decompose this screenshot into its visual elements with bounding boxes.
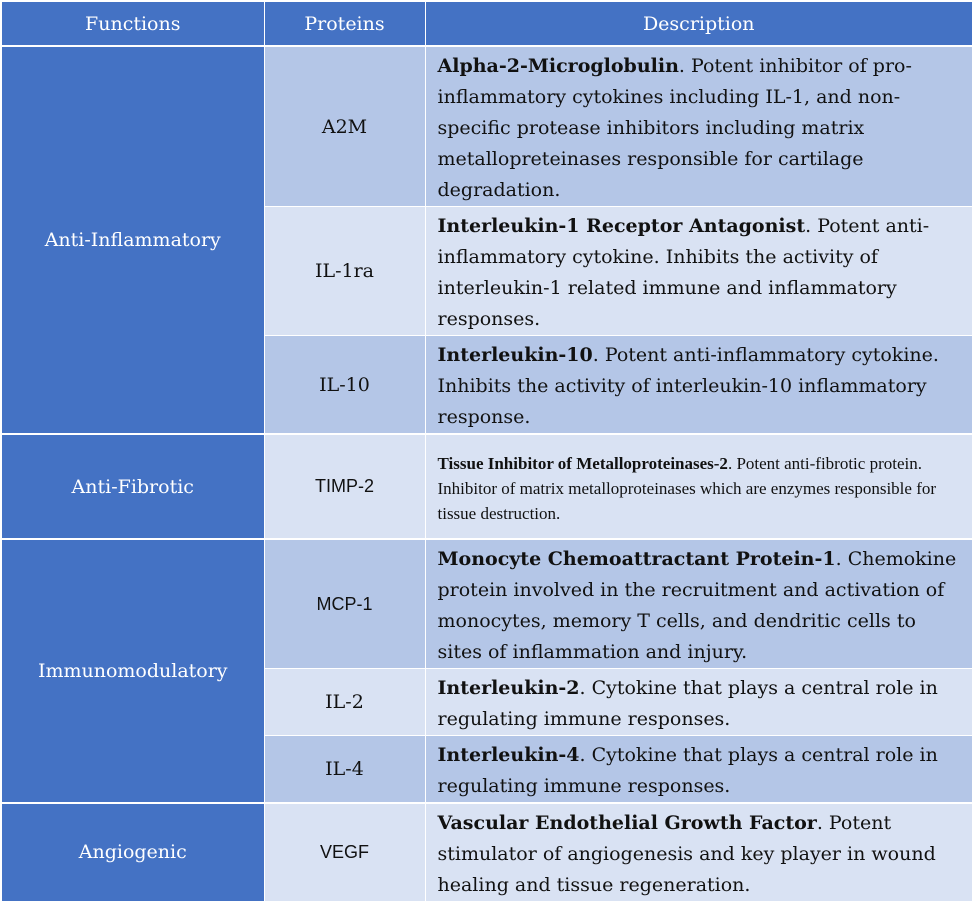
description-cell: [425, 803, 972, 902]
header-row: [2, 2, 972, 46]
table-row-timp2: [2, 434, 972, 539]
protein-description: . Chemokine protein involved in the recruitment and activation of monocytes, memory T cells, and dendritic cells to sites of inflammation and injury.: [437, 548, 957, 663]
protein-functions-table: [2, 2, 972, 903]
protein-name: Interleukin-4: [437, 744, 580, 766]
protein-description: . Potent anti-fibrotic protein. Inhibitor of matrix metalloproteinases which are enzymes responsible for tissue destruction.: [437, 454, 937, 523]
table-row-vegf: [2, 803, 972, 902]
protein-cell: IL-4: [264, 736, 425, 804]
function-immunomodulatory: Immunomodulatory: [2, 539, 264, 803]
protein-cell: MCP-1: [264, 539, 425, 669]
protein-name: Tissue Inhibitor of Metalloproteinases-2: [437, 454, 728, 473]
protein-description: . Potent stimulator of angiogenesis and key player in wound healing and tissue regeneration.: [437, 812, 936, 896]
table-row-mcp1: [2, 539, 972, 669]
protein-name: Interleukin-1 Receptor Antagonist: [437, 215, 806, 237]
function-anti-inflammatory: Anti-Inflammatory: [2, 46, 264, 434]
description-cell: [425, 46, 972, 207]
protein-cell: TIMP-2: [264, 434, 425, 539]
description-cell: [425, 434, 972, 539]
description-cell: [425, 736, 972, 804]
description-cell: [425, 336, 972, 435]
protein-name: Alpha-2-Microglobulin: [437, 55, 679, 77]
protein-name: Interleukin-2: [437, 677, 580, 699]
header-description: Description: [425, 2, 972, 46]
description-cell: [425, 669, 972, 736]
protein-cell: IL-2: [264, 669, 425, 736]
protein-description: . Cytokine that plays a central role in regulating immune responses.: [437, 744, 938, 797]
protein-cell: IL-10: [264, 336, 425, 435]
table-row-a2m: [2, 46, 972, 207]
description-cell: [425, 207, 972, 336]
protein-cell: A2M: [264, 46, 425, 207]
protein-description: . Potent anti-inflammatory cytokine. Inhibits the activity of interleukin-1 related immune and inflammatory responses.: [437, 215, 930, 330]
protein-name: Monocyte Chemoattractant Protein-1: [437, 548, 836, 570]
protein-description: . Potent inhibitor of pro-inflammatory cytokines including IL-1, and non-specific protease inhibitors including matrix metallopreteinases responsible for cartilage degradation.: [437, 55, 912, 201]
header-proteins: Proteins: [264, 2, 425, 46]
protein-description: . Cytokine that plays a central role in regulating immune responses.: [437, 677, 938, 730]
protein-name: Vascular Endothelial Growth Factor: [437, 812, 817, 834]
header-functions: Functions: [2, 2, 264, 46]
function-angiogenic: Angiogenic: [2, 803, 264, 902]
protein-cell: IL-1ra: [264, 207, 425, 336]
protein-description: . Potent anti-inflammatory cytokine. Inhibits the activity of interleukin-10 inflammatory response.: [437, 344, 939, 428]
protein-cell: VEGF: [264, 803, 425, 902]
function-anti-fibrotic: Anti-Fibrotic: [2, 434, 264, 539]
protein-name: Interleukin-10: [437, 344, 593, 366]
description-cell: [425, 539, 972, 669]
